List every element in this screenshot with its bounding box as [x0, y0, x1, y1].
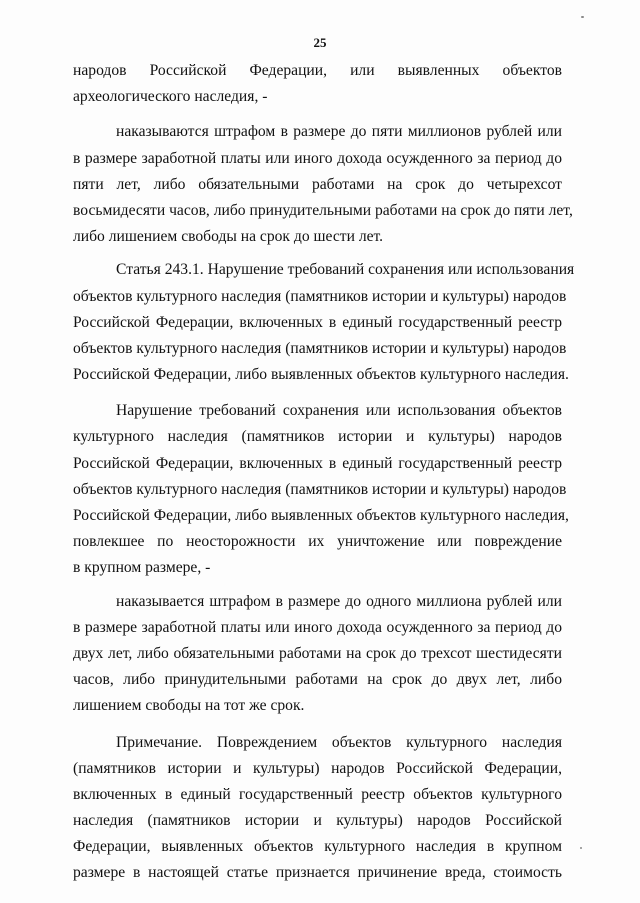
text-line: Российской Федерации, либо выявленных объектов культурного наследия, [73, 507, 569, 524]
article-heading-line: объектов культурного наследия (памятников истории и культуры) народов [73, 287, 567, 305]
text-line: археологического наследия, - [73, 88, 268, 106]
text-line: двух лет, либо обязательными работами на срок до трехсот шестидесяти [73, 644, 562, 662]
text-line: в размере заработной платы или иного дохода осужденного за период до [73, 618, 562, 636]
text-line: народов Российской Федерации, или выявленных объектов [73, 62, 562, 79]
scan-speck [580, 847, 582, 849]
page-number: 25 [313, 35, 327, 50]
text-line: культурного наследия (памятников истории и культуры) народов [73, 428, 562, 446]
text-line: наказывается штрафом в размере до одного миллиона рублей или [116, 592, 562, 610]
text-line: пяти лет, либо обязательными работами на срок до четырехсот [73, 175, 562, 193]
text-line: часов, либо принудительными работами на срок до двух лет, либо [73, 671, 562, 689]
text-line: в размере заработной платы или иного дохода осужденного за период до [73, 149, 562, 167]
scan-speck [581, 16, 584, 18]
article-heading-line: Российской Федерации, включенных в единый государственный реестр [73, 313, 562, 331]
article-heading-line: Российской Федерации, либо выявленных объектов культурного наследия. [73, 366, 569, 384]
text-line: либо лишением свободы на срок до шести лет. [73, 228, 384, 246]
text-line: наказываются штрафом в размере до пяти миллионов рублей или [116, 123, 562, 141]
note-line: Примечание. Повреждением объектов культурного наследия [116, 733, 562, 751]
note-line: Федерации, выявленных объектов культурного наследия в крупном [73, 838, 562, 856]
note-line: (памятников истории и культуры) народов Российской Федерации, [73, 759, 562, 777]
text-line: объектов культурного наследия (памятников истории и культуры) народов [73, 480, 567, 498]
text-line: повлекшее по неосторожности их уничтожение или повреждение [73, 533, 562, 551]
note-line: включенных в единый государственный реестр объектов культурного [73, 785, 562, 803]
note-line: наследия (памятников истории и культуры) народов Российской [73, 812, 562, 830]
text-line: лишением свободы на тот же срок. [73, 697, 305, 715]
text-line: в крупном размере, - [73, 559, 211, 577]
document-body [73, 58, 575, 887]
article-heading-line: объектов культурного наследия (памятников истории и культуры) народов [73, 339, 567, 357]
text-line: восьмидесяти часов, либо принудительными работами на срок до пяти лет, [73, 201, 573, 219]
note-line: размере в настоящей статье признается причинение вреда, стоимость [73, 864, 562, 882]
text-line: Нарушение требований сохранения или использования объектов [116, 402, 562, 420]
text-line: Российской Федерации, включенных в единый государственный реестр [73, 454, 562, 472]
article-heading-line: Статья 243.1. Нарушение требований сохранения или использования [116, 261, 575, 279]
